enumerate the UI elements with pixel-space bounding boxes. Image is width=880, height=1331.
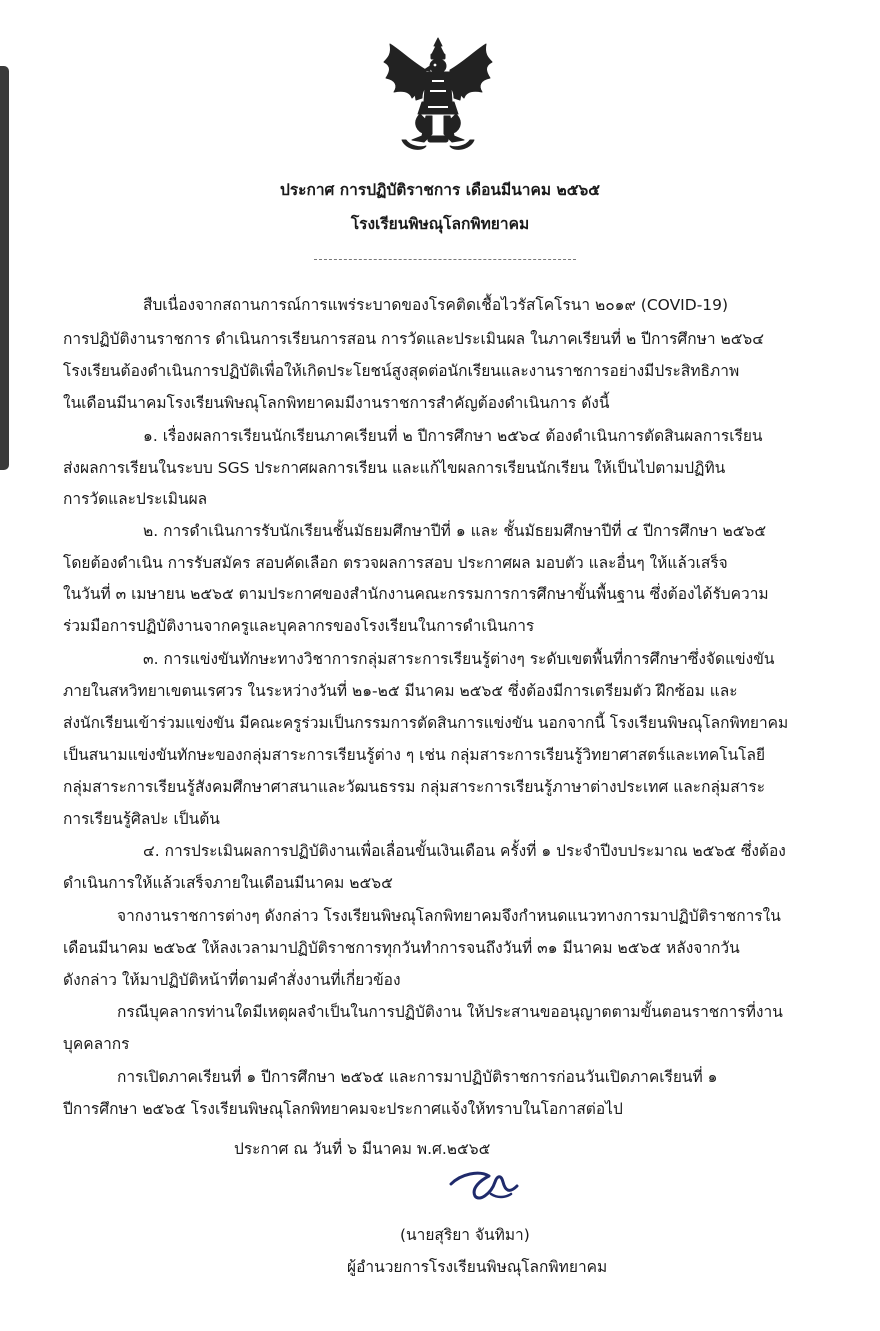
body-line: ๓. การแข่งขันทักษะทางวิชาการกลุ่มสาระการเรียนรู้ต่างๆ ระดับเขตพื้นที่การศึกษาซึ่งจัดแข่งขัน: [143, 650, 775, 668]
body-line: ๑. เรื่องผลการเรียนนักเรียนภาคเรียนที่ ๒ ปีการศึกษา ๒๕๖๔ ต้องดำเนินการตัดสินผลการเรียน: [143, 427, 763, 445]
school-name: โรงเรียนพิษณุโลกพิทยาคม: [350, 215, 530, 233]
body-line: ร่วมมือการปฏิบัติงานจากครูและบุคลากรของโรงเรียนในการดำเนินการ: [63, 617, 535, 635]
body-line: การเรียนรู้ศิลปะ เป็นต้น: [63, 810, 220, 828]
signer-name: (นายสุริยา จันทิมา): [400, 1226, 530, 1244]
body-line: ส่งผลการเรียนในระบบ SGS ประกาศผลการเรียน และแก้ไขผลการเรียนนักเรียน ให้เป็นไปตามปฏิทิน: [63, 459, 726, 477]
announcement-title: ประกาศ การปฏิบัติราชการ เดือนมีนาคม ๒๕๖๕: [279, 181, 601, 199]
body-line: กรณีบุคลากรท่านใดมีเหตุผลจำเป็นในการปฏิบัติงาน ให้ประสานขออนุญาตตามขั้นตอนราชการที่งาน: [117, 1003, 783, 1021]
body-line: เดือนมีนาคม ๒๕๖๕ ให้ลงเวลามาปฏิบัติราชการทุกวันทำการจนถึงวันที่ ๓๑ มีนาคม ๒๕๖๕ หลังจากวัน: [63, 939, 740, 957]
body-line: การปฏิบัติงานราชการ ดำเนินการเรียนการสอน การวัดและประเมินผล ในภาคเรียนที่ ๒ ปีการศึกษา ๒๕๖๔: [63, 330, 764, 348]
body-line: ๒. การดำเนินการรับนักเรียนชั้นมัธยมศึกษาปีที่ ๑ และ ชั้นมัธยมศึกษาปีที่ ๔ ปีการศึกษา ๒๕๖๕: [143, 522, 767, 540]
garuda-emblem-icon: [382, 36, 494, 154]
body-line: ส่งนักเรียนเข้าร่วมแข่งขัน มีคณะครูร่วมเป็นกรรมการตัดสินการแข่งขัน นอกจากนี้ โรงเรียนพิษณุโลกพิทยาคม: [63, 714, 789, 732]
body-line: ภายในสหวิทยาเขตนเรศวร ในระหว่างวันที่ ๒๑-๒๕ มีนาคม ๒๕๖๕ ซึ่งต้องมีการเตรียมตัว ฝึกซ้อม และ: [63, 682, 738, 700]
signature-icon: [445, 1164, 527, 1204]
body-line: ๔. การประเมินผลการปฏิบัติงานเพื่อเลื่อนขั้นเงินเดือน ครั้งที่ ๑ ประจำปีงบประมาณ ๒๕๖๕ ซึ่งต้อง: [143, 842, 786, 860]
body-line: เป็นสนามแข่งขันทักษะของกลุ่มสาระการเรียนรู้ต่าง ๆ เช่น กลุ่มสาระการเรียนรู้วิทยาศาสตร์และเทคโนโลยี: [63, 746, 766, 764]
signer-position: ผู้อำนวยการโรงเรียนพิษณุโลกพิทยาคม: [347, 1258, 608, 1276]
body-line: จากงานราชการต่างๆ ดังกล่าว โรงเรียนพิษณุโลกพิทยาคมจึงกำหนดแนวทางการมาปฏิบัติราชการใน: [117, 907, 781, 925]
body-line: ในเดือนมีนาคมโรงเรียนพิษณุโลกพิทยาคมมีงานราชการสำคัญต้องดำเนินการ ดังนี้: [63, 394, 610, 412]
body-line: สืบเนื่องจากสถานการณ์การแพร่ระบาดของโรคติดเชื้อไวรัสโคโรนา ๒๐๑๙ (COVID-19): [143, 296, 729, 314]
body-line: การวัดและประเมินผล: [63, 490, 208, 508]
body-line: โรงเรียนต้องดำเนินการปฏิบัติเพื่อให้เกิดประโยชน์สูงสุดต่อนักเรียนและงานราชการอย่างมีประสิทธิภาพ: [63, 362, 740, 380]
announce-date: ประกาศ ณ วันที่ ๖ มีนาคม พ.ศ.๒๕๖๕: [234, 1140, 491, 1158]
body-line: บุคคลากร: [63, 1035, 130, 1053]
viewer-edge-tab: [0, 66, 9, 470]
dashed-separator: [314, 259, 576, 260]
body-line: ในวันที่ ๓ เมษายน ๒๕๖๕ ตามประกาศของสำนักงานคณะกรรมการการศึกษาขั้นพื้นฐาน ซึ่งต้องได้รับความ: [63, 585, 769, 603]
body-line: กลุ่มสาระการเรียนรู้สังคมศึกษาศาสนาและวัฒนธรรม กลุ่มสาระการเรียนรู้ภาษาต่างประเทศ และกลุ่มสาระ: [63, 778, 766, 796]
body-line: การเปิดภาคเรียนที่ ๑ ปีการศึกษา ๒๕๖๕ และการมาปฏิบัติราชการก่อนวันเปิดภาคเรียนที่ ๑: [117, 1068, 718, 1086]
body-line: ปีการศึกษา ๒๕๖๕ โรงเรียนพิษณุโลกพิทยาคมจะประกาศแจ้งให้ทราบในโอกาสต่อไป: [63, 1100, 623, 1118]
body-line: โดยต้องดำเนิน การรับสมัคร สอบคัดเลือก ตรวจผลการสอบ ประกาศผล มอบตัว และอื่นๆ ให้แล้วเสร็จ: [63, 554, 728, 572]
body-line: ดังกล่าว ให้มาปฏิบัติหน้าที่ตามคำสั่งงานที่เกี่ยวข้อง: [63, 971, 401, 989]
body-line: ดำเนินการให้แล้วเสร็จภายในเดือนมีนาคม ๒๕๖๕: [63, 874, 393, 892]
